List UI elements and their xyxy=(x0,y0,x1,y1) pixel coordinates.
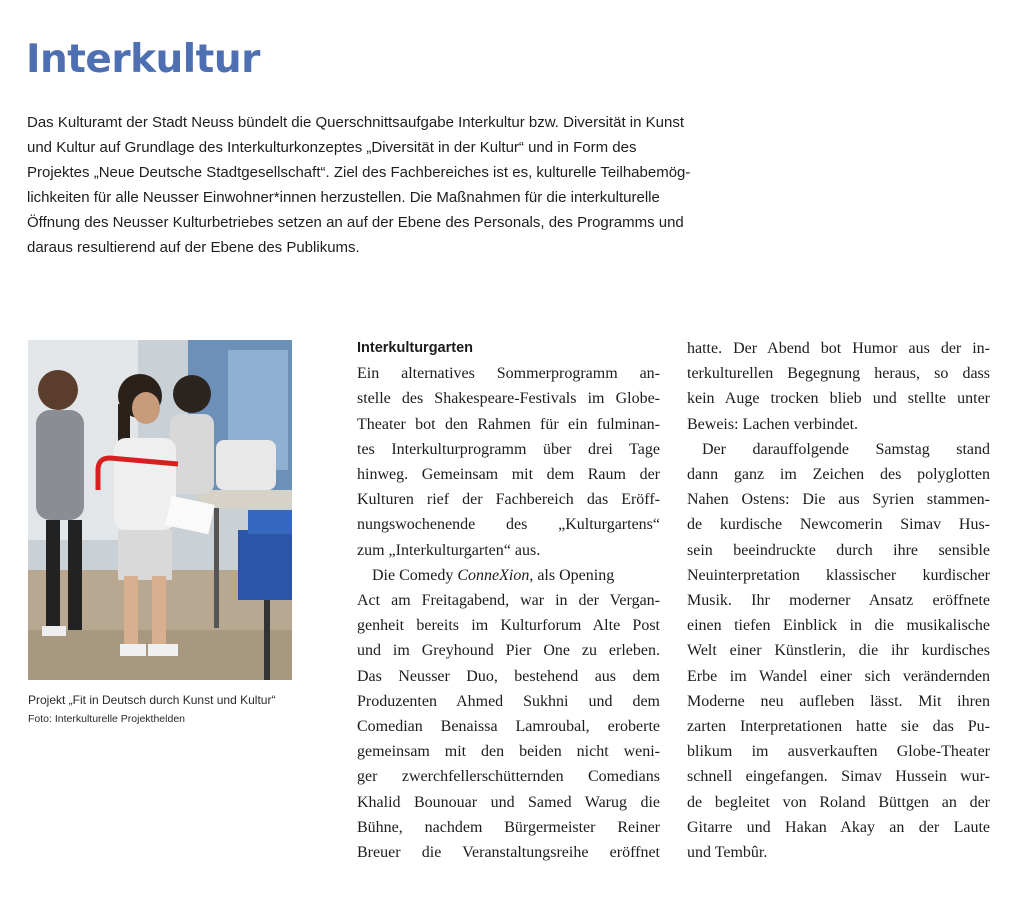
text-line: zarten Interpretationen hatte sie das Pu- xyxy=(687,718,990,736)
text-line: Khalid Bounouar und Samed Warug die xyxy=(357,793,660,811)
text-line: gemeinsam mit den beiden nicht weni- xyxy=(357,743,660,761)
text-line: und Tembûr. xyxy=(687,844,768,862)
text-line xyxy=(357,563,660,588)
caption-text: Projekt „Fit in Deutsch durch Kunst und Kultur“ xyxy=(28,693,276,707)
text-line: zum „Interkulturgarten“ aus. xyxy=(357,541,541,559)
text-span: Die Comedy xyxy=(372,566,458,584)
article-column-1 xyxy=(357,336,660,865)
intro-line: Öffnung des Neusser Kulturbetriebes setzen an auf der Ebene des Personals, des Programms und xyxy=(27,214,684,231)
page-title: Interkultur xyxy=(26,37,260,82)
text-line: Musik. Ihr moderner Ansatz eröffnete xyxy=(687,592,990,610)
text-line: Erbe im Wandel einer sich verändernden xyxy=(687,667,990,685)
text-line: Theater bot den Rahmen für ein fulminan- xyxy=(357,415,660,433)
text-line: de kurdische Newcomerin Simav Hus- xyxy=(687,516,990,534)
text-span: , als Opening xyxy=(529,566,615,584)
text-line: Moderne neu aufleben lässt. Mit ihren xyxy=(687,692,990,710)
italic-title: ConneXion xyxy=(457,566,530,584)
photo-caption xyxy=(28,690,318,728)
text-line: und im Greyhound Pier One zu erleben. xyxy=(357,642,660,660)
intro-paragraph xyxy=(27,110,767,260)
text-line: stelle des Shakespeare-Festivals im Globe- xyxy=(357,390,660,408)
text-line: Neuinterpretation klassischer kurdischer xyxy=(687,566,990,584)
text-line: nungswochenende des „Kulturgartens“ xyxy=(357,516,660,534)
text-line: Beweis: Lachen verbindet. xyxy=(687,415,859,433)
text-line: Produzenten Ahmed Sukhni und dem xyxy=(357,692,660,710)
text-line: Ein alternatives Sommerprogramm an- xyxy=(357,365,660,383)
intro-line: daraus resultierend auf der Ebene des Publikums. xyxy=(27,239,360,256)
intro-line: und Kultur auf Grundlage des Interkulturkonzeptes „Diversität in der Kultur“ und in Form des xyxy=(27,139,637,156)
text-line: schnell eingefangen. Simav Hussein wur- xyxy=(687,768,990,786)
text-line: Breuer die Veranstaltungsreihe eröffnet xyxy=(357,844,660,862)
photo-illustration xyxy=(28,340,292,680)
text-line: dann ganz im Zeichen des polyglotten xyxy=(687,466,990,484)
text-line: hinweg. Gemeinsam mit dem Raum der xyxy=(357,466,660,484)
text-line: tes Interkulturprogramm über drei Tage xyxy=(357,440,660,458)
text-line: de begleitet von Roland Büttgen an der xyxy=(687,793,990,811)
intro-line: Das Kulturamt der Stadt Neuss bündelt die Querschnittsaufgabe Interkultur bzw. Diversität in Kunst xyxy=(27,114,684,131)
text-line: genheit bereits im Kulturforum Alte Post xyxy=(357,617,660,635)
workshop-photo xyxy=(28,340,292,680)
text-line: blikum im ausverkauften Globe-Theater xyxy=(687,743,990,761)
text-line: Nahen Ostens: Die aus Syrien stammen- xyxy=(687,491,990,509)
text-line: Act am Freitagabend, war in der Vergan- xyxy=(357,592,660,610)
text-line: hatte. Der Abend bot Humor aus der in- xyxy=(687,340,990,357)
text-line: sein beeindruckte durch ihre sensible xyxy=(687,541,990,559)
text-line: terkulturellen Begegnung heraus, so dass xyxy=(687,365,990,383)
text-line: Kulturen rief der Fachbereich das Eröff- xyxy=(357,491,660,509)
section-heading: Interkulturgarten xyxy=(357,340,474,356)
article-column-2 xyxy=(687,336,990,865)
text-line: ger zwerchfellerschütternden Comedians xyxy=(357,768,660,786)
intro-line: lichkeiten für alle Neusser Einwohner*innen herzustellen. Die Maßnahmen für die interkulturelle xyxy=(27,189,660,206)
text-line: Gitarre und Hakan Akay an der Laute xyxy=(687,818,990,836)
intro-line: Projektes „Neue Deutsche Stadtgesellschaft“. Ziel des Fachbereiches ist es, kulturelle Teilhabemög- xyxy=(27,164,691,181)
text-line: Das Neusser Duo, bestehend aus dem xyxy=(357,667,660,685)
photo-credit: Foto: Interkulturelle Projekthelden xyxy=(28,713,186,725)
text-line: Comedian Benaissa Lamroubal, eroberte xyxy=(357,718,660,736)
text-line: Welt einer Künstlerin, die ihr kurdisches xyxy=(687,642,990,660)
text-line: einen tiefen Einblick in die musikalische xyxy=(687,617,990,635)
text-line: Bühne, nachdem Bürgermeister Reiner xyxy=(357,818,660,836)
text-line: Der darauffolgende Samstag stand xyxy=(702,440,990,458)
text-line: kein Auge trocken blieb und stellte unter xyxy=(687,390,990,408)
